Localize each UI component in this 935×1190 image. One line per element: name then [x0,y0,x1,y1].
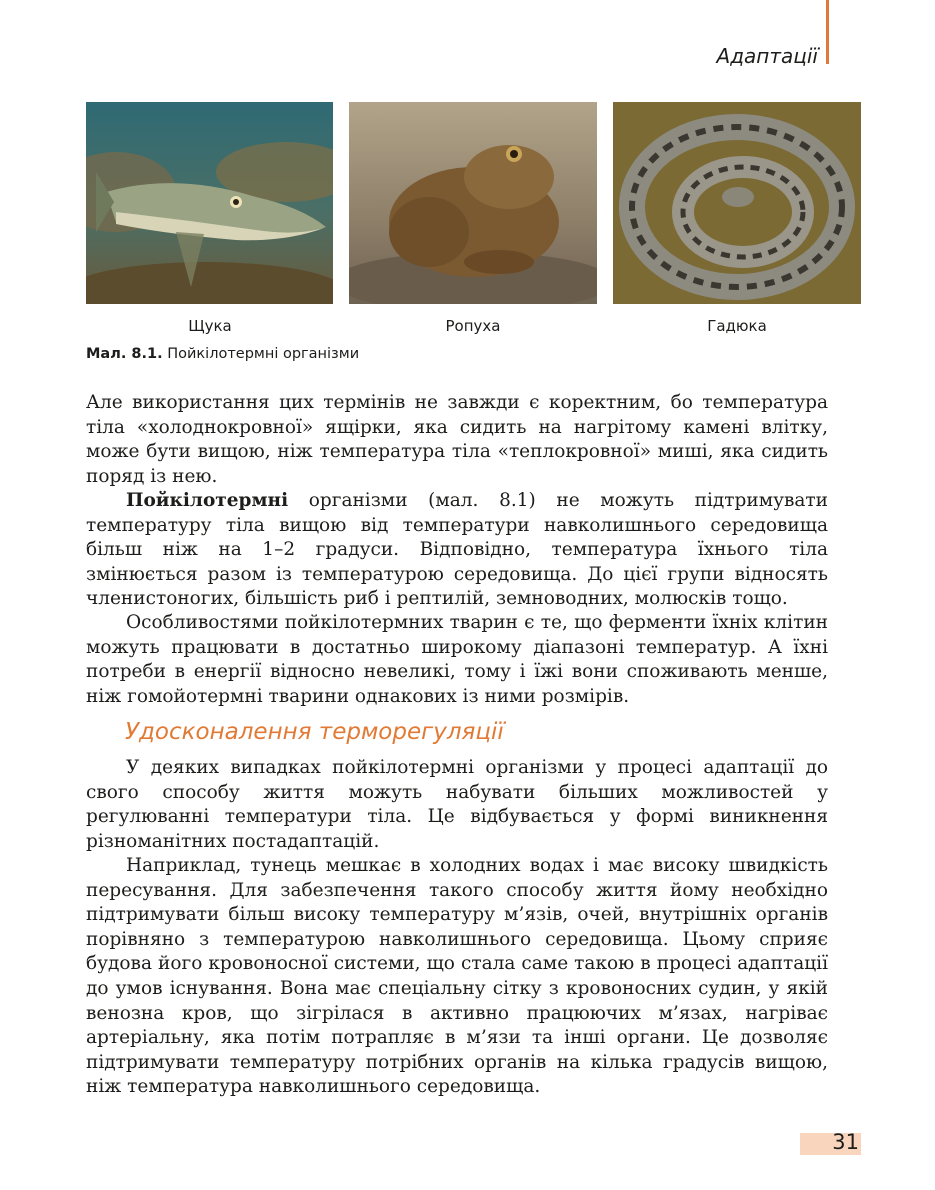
toad-photo [349,102,597,304]
caption-toad: Ропуха [445,317,501,335]
page-number: 31 [832,1130,859,1154]
caption-pike: Щука [188,317,232,335]
caption-adder: Гадюка [707,317,767,335]
adder-photo [613,102,861,304]
section-heading: Удосконалення терморегуляції [125,719,504,745]
section-title: Адаптації [716,44,818,68]
pike-photo [86,102,333,304]
figure-label: Мал. 8.1. [86,346,163,362]
paragraph-3: Особливостями пойкілотермних тварин є те, що ферменти їхніх клітин можуть працювати в достатньо широкому діапазоні температур. А їхні потреби в енергії відносно невеликі, тому і їжі вони споживають менше, ніж гомойотермні тварини однакових із ними розмірів. [86,612,828,707]
header-rule [826,0,829,64]
paragraph-1: Але використання цих термінів не завжди є коректним, бо температура тіла «холоднокровної» ящірки, яка сидить на нагрітому камені влітку, може бути вищою, ніж температура тіла «теплокровної» миші, яка сидить поряд із нею. [86,392,828,487]
paragraph-2-text: організми (мал. 8.1) не можуть підтримувати температуру тіла вищою від температури навколишнього середовища більш ніж на 1–2 градуси. Відповідно, температура їхнього тіла змінюється разом із температурою середовища. До цієї групи відносять членистоногих, більшість риб і рептилій, земноводних, молюсків тощо. [86,490,828,610]
paragraph-5: Наприклад, тунець мешкає в холодних водах і має високу швидкість пересування. Для забезпечення такого способу життя йому необхідно підтримувати більш високу температуру м’язів, очей, внутрішніх органів порівняно з температурою навколишнього середовища. Цьому сприяє будова його кровоносної системи, що стала саме такою в процесі адаптації до умов існування. Вона має спеціальну сітку з кровоносних судин, у якій венозна кров, що зігрілася в активно працюючих м’язах, нагріває артеріальну, яка потім потрапляє в м’язи та інші органи. Це дозволяє підтримувати температуру потрібних органів на кілька градусів вищою, ніж температура навколишнього середовища. [86,855,828,1098]
figure-caption [86,346,359,362]
paragraph-2 [86,489,828,612]
term-poikilothermic: Пойкілотермні [126,490,289,511]
paragraph-4: У деяких випадках пойкілотермні організми у процесі адаптації до свого способу життя можуть набувати більших можливостей у регулюванні температури тіла. Це відбувається у формі виникнення різноманітних постадаптацій. [86,757,828,852]
figure-title: Пойкілотермні організми [162,346,360,362]
